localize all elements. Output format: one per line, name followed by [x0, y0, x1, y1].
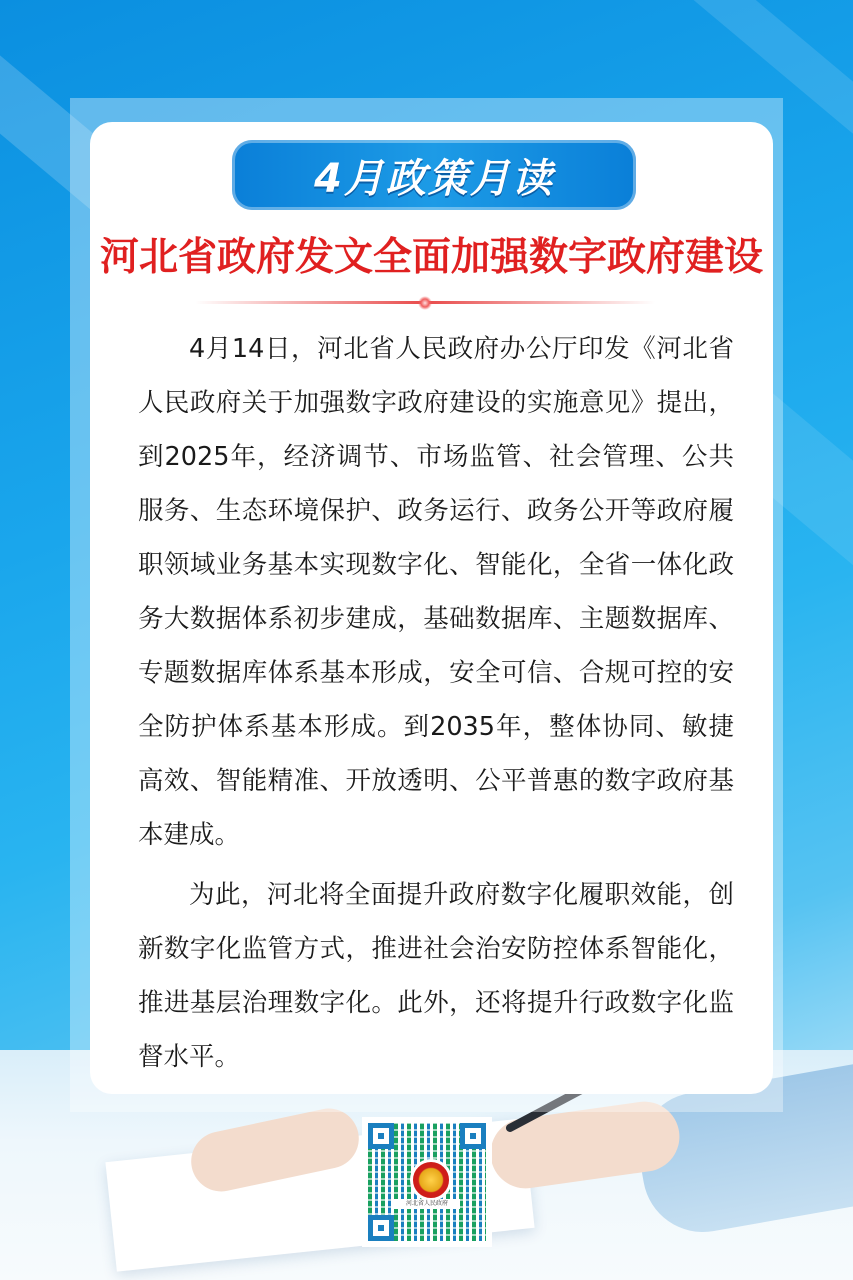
paragraph: 4月14日，河北省人民政府办公厅印发《河北省人民政府关于加强数字政府建设的实施意见》提出，到2025年，经济调节、市场监管、社会管理、公共服务、生态环境保护、政务运行、政务公开等政府履职领域业务基本实现数字化、智能化，全省一体化政务大数据体系初步建成，基础数据库、主题数据库、专题数据库体系基本形成，安全可信、合规可控的安全防护体系基本形成。到2035年，整体协同、敏捷高效、智能精准、开放透明、公平普惠的数字政府基本建成。	[138, 334, 734, 850]
paragraph: 为此，河北将全面提升政府数字化履职效能，创新数字化监管方式，推进社会治安防控体系智能化，推进基层治理数字化。此外，还将提升行政数字化监督水平。	[138, 880, 734, 1072]
article-body	[138, 322, 734, 1090]
title-badge	[232, 140, 636, 210]
headline: 河北省政府发文全面加强数字政府建设	[99, 234, 763, 280]
divider-sparkle	[418, 296, 432, 310]
qr-finder	[460, 1123, 486, 1149]
qr-code[interactable]	[362, 1117, 492, 1247]
qr-caption: 河北省人民政府	[394, 1199, 460, 1209]
qr-finder	[368, 1215, 394, 1241]
title-badge-text: 4月政策月读	[314, 155, 554, 202]
qr-code-pattern	[368, 1123, 486, 1241]
national-emblem-icon	[410, 1159, 452, 1201]
qr-finder	[368, 1123, 394, 1149]
